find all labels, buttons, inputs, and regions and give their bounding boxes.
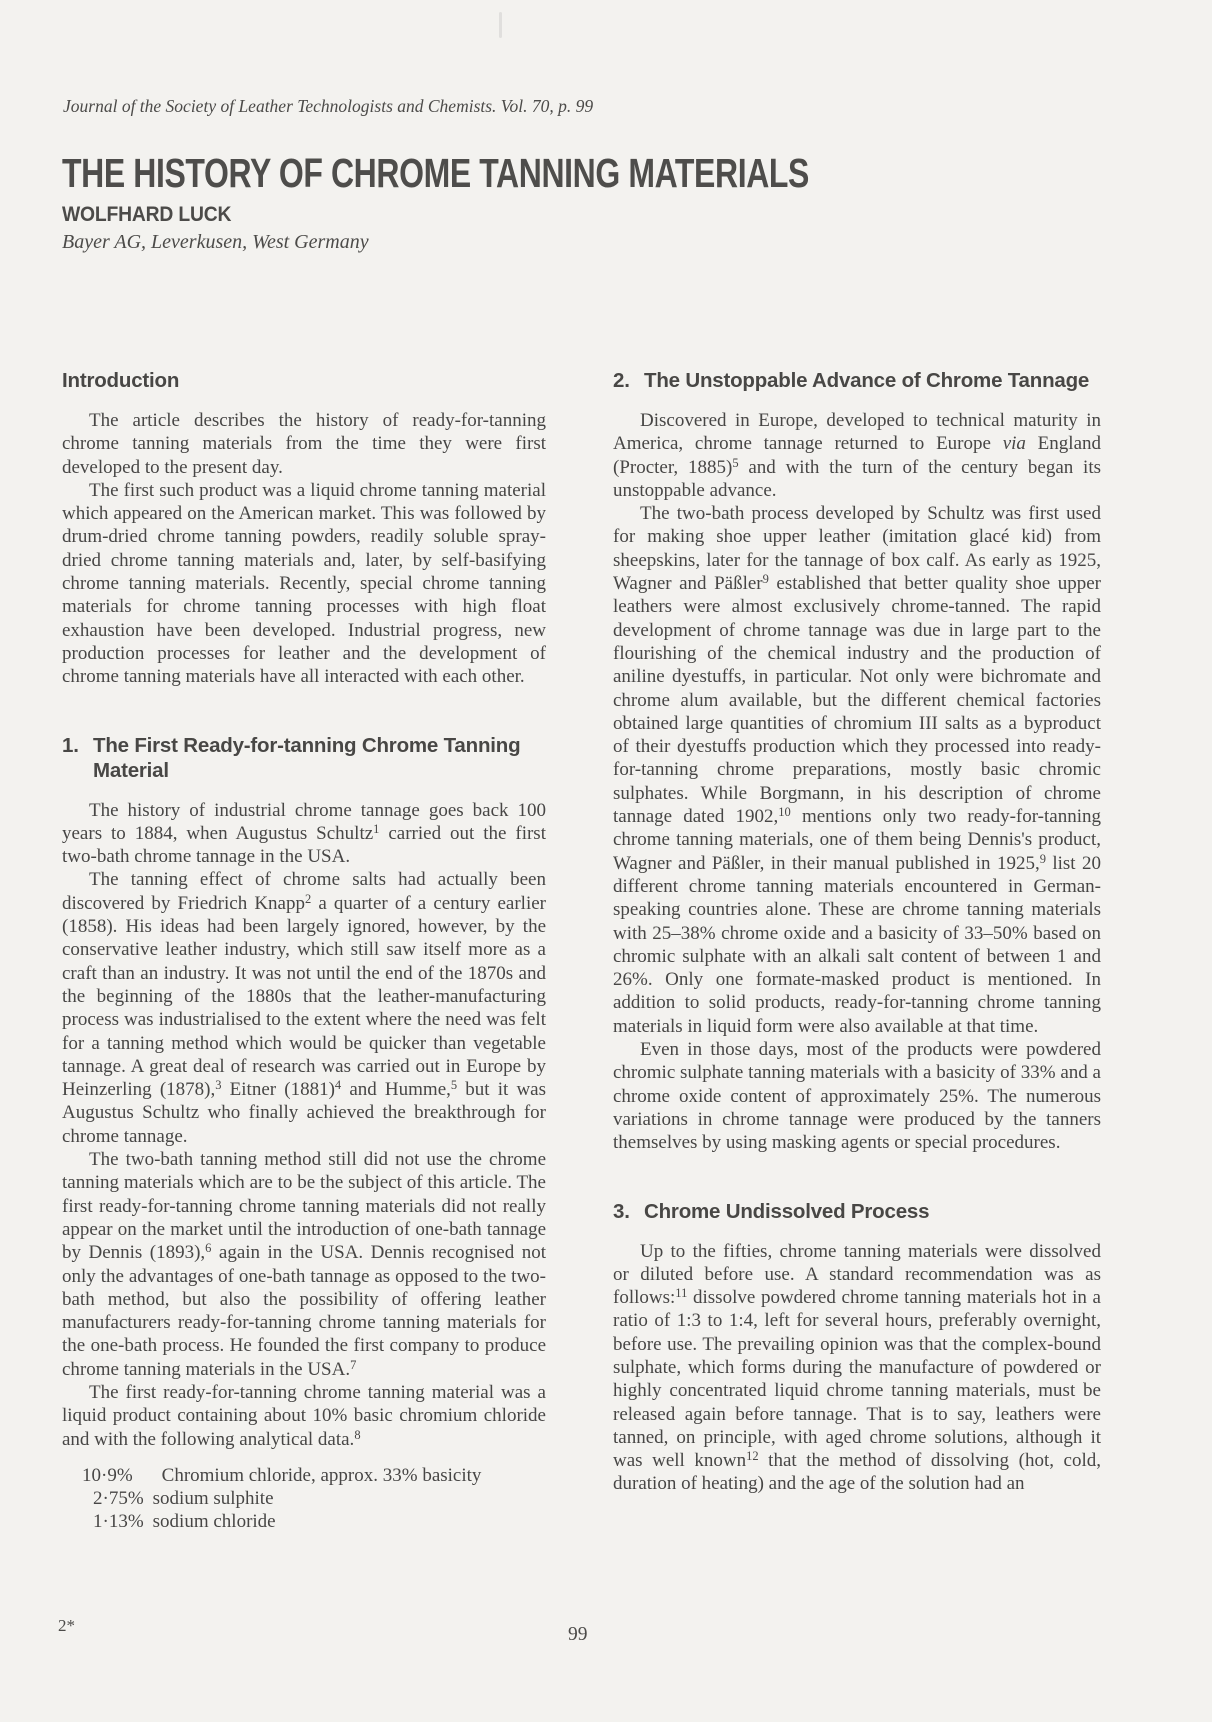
introduction-heading: Introduction: [62, 369, 180, 392]
footnote-mark: 2*: [58, 1616, 75, 1635]
analytical-data-row: [93, 1510, 546, 1533]
column-left: [62, 368, 546, 1534]
analytical-value: 1·13%: [93, 1511, 144, 1533]
section-2-paragraph-3: Even in those days, most of the products were powdered chromic sulphate tanning materials with a basicity of 33% and a chrome oxide content of approximately 25%. The numerous variations in chrome tannage were produced by the tanners themselves by using masking agents or special procedures.: [613, 1039, 1101, 1154]
section-1-number: 1.: [62, 733, 79, 757]
section-2-paragraph-1: Discovered in Europe, developed to technical maturity in America, chrome tannage returned to Europe via England (Procter, 1885)$^5$ and with the turn of the century began its unstoppable advance.: [613, 410, 1102, 501]
intro-paragraph-1: The article describes the history of ready-for-tanning chrome tanning materials from the time they were first developed to the present day.: [62, 410, 546, 478]
intro-paragraph-2: The first such product was a liquid chrome tanning material which appeared on the American market. This was followed by drum-dried chrome tanning powders, readily soluble spray-dried chrome tanning materials and, later, by self-basifying chrome tanning materials. Recently, special chrome tanning materials for chrome tanning processes with high float exhaustion have been developed. Industrial progress, new production processes for leather and the development of chrome tanning materials have all interacted with each other.: [62, 479, 546, 688]
analytical-data-row: [82, 1464, 546, 1487]
analytical-data-list: [62, 1464, 546, 1534]
author-name: WOLFHARD LUCK: [62, 203, 232, 226]
section-1-paragraph-2: The tanning effect of chrome salts had actually been discovered by Friedrich Knapp$^2$ a quarter of a century earlier (1858). His ideas had been largely ignored, however, by the conservative leather industry, which still saw itself more as a craft than an industry. It was not until the end of the 1870s and the beginning of the 1880s that the leather-manufacturing process was industrialised to the extent where the need was felt for a tanning method which would be quicker than vegetable tannage. A great deal of research was carried out in Europe by Heinzerling (1878),$^3$ Eitner $(1881)^4$ and Humme,$^5$ but it was Augustus Schultz who finally achieved the breakthrough for chrome tannage.: [62, 869, 546, 1147]
section-3-title: Chrome Undissolved Process: [644, 1199, 930, 1223]
section-2-title: The Unstoppable Advance of Chrome Tannage: [644, 369, 1090, 392]
page-number: 99: [568, 1624, 588, 1645]
section-3-heading: [613, 1199, 1101, 1224]
section-1-paragraph-3: The two-bath tanning method still did not use the chrome tanning materials which are to be the subject of this article. The first ready-for-tanning chrome tanning materials did not really appear on the market until the introduction of one-bath tannage by Dennis (1893),$^6$ again in the USA. Dennis recognised not only the advantages of one-bath tannage as opposed to the two-bath method, but also the possibility of offering leather manufacturers ready-for-tanning chrome tanning materials for the one-bath process. He founded the first company to produce chrome tanning materials in the USA.$^7$: [62, 1149, 546, 1380]
section-1-paragraph-4: The first ready-for-tanning chrome tanning material was a liquid product containing about 10% basic chromium chloride and with the following analytical data.$^8$: [62, 1381, 546, 1450]
section-2-paragraph-2: The two-bath process developed by Schultz was first used for making shoe upper leather (imitation glacé kid) from sheepskins, later for the tannage of box calf. As early as 1925, Wagner and Päßler$^9$ established that better quality shoe upper leathers were almost exclusively chrome-tanned. The rapid development of chrome tannage was due in large part to the flourishing of the chemical industry and the production of aniline dyestuffs, in particular. Not only were bichromate and chrome alum available, but the different chemical factories obtained large quantities of chromium III salts as a byproduct of their dyestuffs production which they processed into ready-for-tanning chrome preparations, mostly basic chromic sulphates. While Borgmann, in his description of chrome tannage dated 1902,10 mentions only two ready-for-tanning chrome tanning materials, one of them being Dennis's product, Wagner and Päßler, in their manual published in 1925,$^9$ list 20 different chrome tanning materials encountered in German-speaking countries alone. These are chrome tanning materials with 25–38% chrome oxide and a basicity of 33–50% based on chromic sulphate with an alkali salt content of between 1 and 26%. Only one formate-masked product is mentioned. In addition to solid products, ready-for-tanning chrome tanning materials in liquid form were also available at that time.: [613, 503, 1102, 1037]
scan-artifact: [499, 12, 502, 38]
article-title: THE HISTORY OF CHROME TANNING MATERIALS: [62, 150, 809, 196]
section-1-heading: [62, 733, 546, 783]
section-2-heading: [613, 368, 1101, 393]
section-2-number: 2.: [613, 369, 630, 392]
section-1-title: The First Ready-for-tanning Chrome Tanning Material: [93, 733, 521, 782]
analytical-label: sodium chloride: [152, 1511, 276, 1533]
analytical-value: 2·75%: [93, 1488, 144, 1510]
analytical-label: sodium sulphite: [152, 1488, 274, 1510]
analytical-label: Chromium chloride, approx. 33% basicity: [161, 1464, 482, 1486]
section-1-paragraph-1: The history of industrial chrome tannage goes back 100 years to 1884, when Augustus Schultz$^1$ carried out the first two-bath chrome tannage in the USA.: [62, 799, 546, 868]
section-3-number: 3.: [613, 1199, 630, 1223]
section-3-paragraph-1: Up to the fifties, chrome tanning materials were dissolved or diluted before use. A standard recommendation was as follows:$^{11}$ dissolve powdered chrome tanning materials hot in a ratio of 1:3 to 1:4, left for several hours, preferably overnight, before use. The prevailing opinion was that the complex-bound sulphate, which forms during the manufacture of powdered or highly concentrated liquid chrome tanning materials, must be released again before tannage. That is to say, leathers were tanned, on principle, with aged chrome solutions, although it was well known$^{12}$ that the method of dissolving (hot, cold, duration of heating) and the age of the solution had an: [613, 1240, 1101, 1495]
author-affiliation: Bayer AG, Leverkusen, West Germany: [62, 231, 369, 253]
journal-header: Journal of the Society of Leather Technologists and Chemists. Vol. 70, p. 99: [63, 96, 594, 116]
column-right: [613, 368, 1101, 1496]
analytical-data-row: [93, 1487, 546, 1510]
analytical-value: 10·9%: [82, 1464, 133, 1486]
